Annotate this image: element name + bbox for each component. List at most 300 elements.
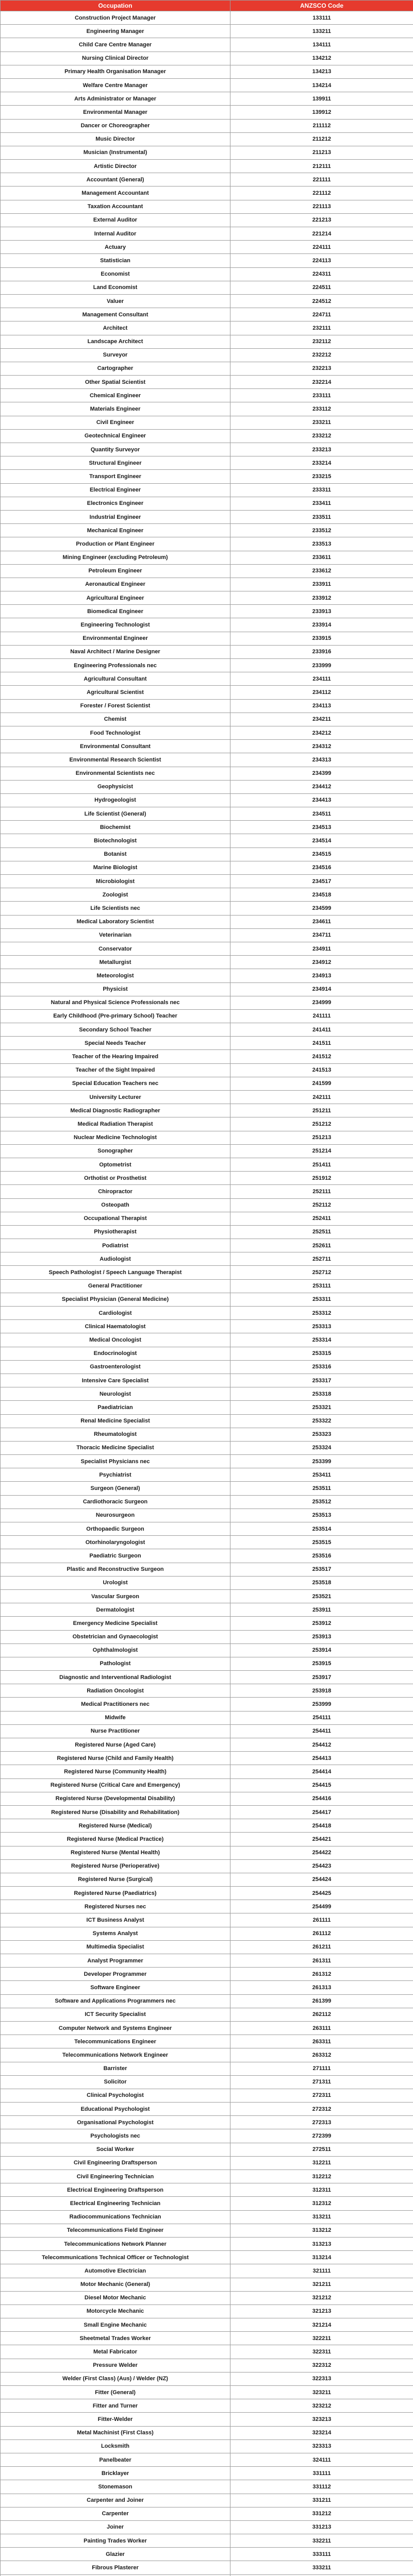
anzsco-code-cell: 234611 xyxy=(230,915,413,928)
anzsco-code-cell: 253322 xyxy=(230,1414,413,1428)
table-row xyxy=(1,2237,413,2250)
occupation-cell: Psychologists nec xyxy=(1,2129,230,2143)
table-row xyxy=(1,510,413,523)
table-row xyxy=(1,2143,413,2156)
table-row xyxy=(1,11,413,25)
anzsco-code-cell: 262112 xyxy=(230,2008,413,2021)
occupation-cell: General Practitioner xyxy=(1,1279,230,1293)
anzsco-code-cell: 253399 xyxy=(230,1455,413,1468)
occupation-cell: Diagnostic and Interventional Radiologist xyxy=(1,1671,230,1684)
anzsco-code-cell: 232214 xyxy=(230,376,413,389)
occupation-cell: Multimedia Specialist xyxy=(1,1940,230,1954)
occupation-cell: Stonemason xyxy=(1,2480,230,2494)
anzsco-code-cell: 253915 xyxy=(230,1657,413,1670)
table-row xyxy=(1,740,413,753)
anzsco-code-cell: 253514 xyxy=(230,1522,413,1536)
anzsco-code-cell: 261312 xyxy=(230,1968,413,1981)
table-row xyxy=(1,2035,413,2048)
table-row xyxy=(1,2439,413,2453)
anzsco-code-cell: 233214 xyxy=(230,456,413,470)
occupation-cell: Medical Diagnostic Radiographer xyxy=(1,1104,230,1117)
anzsco-code-cell: 253323 xyxy=(230,1428,413,1441)
table-row xyxy=(1,1172,413,1185)
anzsco-code-cell: 253311 xyxy=(230,1293,413,1306)
anzsco-code-cell: 254414 xyxy=(230,1765,413,1778)
table-row xyxy=(1,2372,413,2385)
occupation-cell: Quantity Surveyor xyxy=(1,443,230,456)
table-row xyxy=(1,1603,413,1617)
occupation-cell: Joiner xyxy=(1,2520,230,2534)
anzsco-code-cell: 233999 xyxy=(230,659,413,672)
occupation-cell: Ophthalmologist xyxy=(1,1643,230,1657)
anzsco-code-cell: 234711 xyxy=(230,928,413,942)
table-row xyxy=(1,2251,413,2264)
table-row xyxy=(1,1050,413,1063)
occupation-cell: ICT Business Analyst xyxy=(1,1913,230,1927)
table-row xyxy=(1,2048,413,2062)
occupation-cell: Telecommunications Network Planner xyxy=(1,2237,230,2250)
anzsco-code-cell: 224111 xyxy=(230,241,413,254)
anzsco-code-cell: 224113 xyxy=(230,254,413,267)
anzsco-code-cell: 312312 xyxy=(230,2197,413,2210)
table-row xyxy=(1,2426,413,2439)
table-row xyxy=(1,1805,413,1819)
occupation-cell: Bricklayer xyxy=(1,2467,230,2480)
occupation-cell: Podiatrist xyxy=(1,1239,230,1252)
table-row xyxy=(1,2304,413,2318)
anzsco-code-cell: 323212 xyxy=(230,2399,413,2413)
anzsco-code-cell: 224512 xyxy=(230,294,413,308)
anzsco-code-cell: 253321 xyxy=(230,1401,413,1414)
occupation-cell: Life Scientist (General) xyxy=(1,807,230,821)
table-row xyxy=(1,2183,413,2197)
anzsco-code-cell: 253918 xyxy=(230,1684,413,1698)
occupation-cell: Environmental Engineer xyxy=(1,632,230,645)
occupation-cell: Special Needs Teacher xyxy=(1,1037,230,1050)
anzsco-code-cell: 233212 xyxy=(230,429,413,443)
table-row xyxy=(1,1077,413,1090)
occupation-cell: Biochemist xyxy=(1,821,230,834)
occupation-cell: Cardiothoracic Surgeon xyxy=(1,1495,230,1509)
occupation-cell: Welfare Centre Manager xyxy=(1,78,230,92)
table-row xyxy=(1,875,413,888)
anzsco-code-cell: 139911 xyxy=(230,92,413,106)
anzsco-code-cell: 253518 xyxy=(230,1576,413,1589)
anzsco-code-cell: 234212 xyxy=(230,726,413,739)
occupation-cell: Paediatrician xyxy=(1,1401,230,1414)
occupation-cell: Hydrogeologist xyxy=(1,793,230,807)
anzsco-code-cell: 251411 xyxy=(230,1158,413,1171)
occupation-cell: Fitter-Welder xyxy=(1,2413,230,2426)
table-row xyxy=(1,429,413,443)
anzsco-code-cell: 232112 xyxy=(230,335,413,348)
occupation-cell: Agricultural Scientist xyxy=(1,686,230,699)
occupation-cell: Cardiologist xyxy=(1,1307,230,1320)
occupation-cell: Child Care Centre Manager xyxy=(1,38,230,52)
occupation-cell: Registered Nurse (Medical Practice) xyxy=(1,1833,230,1846)
table-row xyxy=(1,456,413,470)
occupation-cell: Emergency Medicine Specialist xyxy=(1,1617,230,1630)
anzsco-code-cell: 253324 xyxy=(230,1441,413,1454)
table-row xyxy=(1,1320,413,1333)
table-row xyxy=(1,200,413,213)
anzsco-code-cell: 253912 xyxy=(230,1617,413,1630)
table-row xyxy=(1,1994,413,2008)
table-row xyxy=(1,2008,413,2021)
anzsco-code-cell: 254417 xyxy=(230,1805,413,1819)
occupation-cell: Food Technologist xyxy=(1,726,230,739)
anzsco-code-cell: 312212 xyxy=(230,2170,413,2183)
anzsco-code-cell: 241512 xyxy=(230,1050,413,1063)
occupation-cell: Early Childhood (Pre-primary School) Teacher xyxy=(1,1009,230,1023)
table-row xyxy=(1,834,413,848)
occupation-cell: Actuary xyxy=(1,241,230,254)
table-row xyxy=(1,2224,413,2237)
table-row xyxy=(1,187,413,200)
table-row xyxy=(1,672,413,686)
table-row xyxy=(1,982,413,996)
anzsco-code-cell: 234518 xyxy=(230,888,413,902)
anzsco-code-cell: 254411 xyxy=(230,1724,413,1738)
table-row xyxy=(1,1792,413,1805)
occupation-cell: Sheetmetal Trades Worker xyxy=(1,2332,230,2345)
table-row xyxy=(1,1495,413,1509)
occupation-cell: Motor Mechanic (General) xyxy=(1,2278,230,2291)
anzsco-code-cell: 234513 xyxy=(230,821,413,834)
table-row xyxy=(1,1913,413,1927)
occupation-cell: Developer Programmer xyxy=(1,1968,230,1981)
table-row xyxy=(1,2386,413,2399)
occupation-cell: Teacher of the Hearing Impaired xyxy=(1,1050,230,1063)
occupation-cell: Conservator xyxy=(1,942,230,955)
anzsco-code-cell: 323211 xyxy=(230,2386,413,2399)
table-row xyxy=(1,767,413,780)
anzsco-code-cell: 234313 xyxy=(230,753,413,767)
occupation-cell: Urologist xyxy=(1,1576,230,1589)
occupation-cell: Vascular Surgeon xyxy=(1,1589,230,1603)
occupation-cell: Radiation Oncologist xyxy=(1,1684,230,1698)
occupation-cell: Sonographer xyxy=(1,1144,230,1158)
occupation-cell: Other Spatial Scientist xyxy=(1,376,230,389)
table-row xyxy=(1,1630,413,1643)
occupation-cell: Agricultural Consultant xyxy=(1,672,230,686)
table-row xyxy=(1,2520,413,2534)
occupation-cell: Forester / Forest Scientist xyxy=(1,699,230,713)
occupation-cell: Plastic and Reconstructive Surgeon xyxy=(1,1563,230,1576)
occupation-cell: Musician (Instrumental) xyxy=(1,146,230,159)
anzsco-code-cell: 134212 xyxy=(230,52,413,65)
table-row xyxy=(1,321,413,335)
anzsco-code-cell: 254422 xyxy=(230,1846,413,1859)
table-row xyxy=(1,2399,413,2413)
occupation-cell: Electrical Engineering Draftsperson xyxy=(1,2183,230,2197)
table-row xyxy=(1,551,413,564)
occupation-cell: Analyst Programmer xyxy=(1,1954,230,1968)
occupation-cell: Internal Auditor xyxy=(1,227,230,241)
table-row xyxy=(1,78,413,92)
table-row xyxy=(1,564,413,578)
occupation-cell: Radiocommunications Technician xyxy=(1,2210,230,2224)
table-row xyxy=(1,2089,413,2102)
anzsco-code-cell: 253315 xyxy=(230,1347,413,1360)
occupation-cell: Music Director xyxy=(1,132,230,146)
table-row xyxy=(1,699,413,713)
table-row xyxy=(1,1212,413,1225)
table-row xyxy=(1,861,413,874)
anzsco-code-cell: 253318 xyxy=(230,1387,413,1401)
anzsco-code-cell: 254416 xyxy=(230,1792,413,1805)
occupation-cell: Special Education Teachers nec xyxy=(1,1077,230,1090)
occupation-cell: Telecommunications Field Engineer xyxy=(1,2224,230,2237)
table-row xyxy=(1,1819,413,1833)
occupation-cell: Clinical Psychologist xyxy=(1,2089,230,2102)
anzsco-code-cell: 232111 xyxy=(230,321,413,335)
anzsco-code-cell: 241411 xyxy=(230,1023,413,1037)
occupation-cell: Nursing Clinical Director xyxy=(1,52,230,65)
anzsco-code-cell: 134213 xyxy=(230,65,413,78)
occupation-cell: Structural Engineer xyxy=(1,456,230,470)
table-row xyxy=(1,38,413,52)
anzsco-code-cell: 253313 xyxy=(230,1320,413,1333)
table-row xyxy=(1,2413,413,2426)
anzsco-code-cell: 333211 xyxy=(230,2561,413,2574)
anzsco-code-cell: 332211 xyxy=(230,2534,413,2548)
occupation-cell: Civil Engineering Draftsperson xyxy=(1,2156,230,2170)
occupation-cell: Teacher of the Sight Impaired xyxy=(1,1063,230,1077)
occupation-cell: Transport Engineer xyxy=(1,470,230,483)
anzsco-code-cell: 254499 xyxy=(230,1900,413,1913)
occupation-cell: Educational Psychologist xyxy=(1,2103,230,2116)
anzsco-code-cell: 261311 xyxy=(230,1954,413,1968)
table-row xyxy=(1,1360,413,1374)
occupation-cell: Registered Nurse (Aged Care) xyxy=(1,1738,230,1752)
anzsco-code-cell: 234211 xyxy=(230,713,413,726)
table-row xyxy=(1,146,413,159)
anzsco-code-cell: 272312 xyxy=(230,2103,413,2116)
occupation-cell: Artistic Director xyxy=(1,160,230,173)
occupation-cell: Nuclear Medicine Technologist xyxy=(1,1131,230,1144)
occupation-cell: Life Scientists nec xyxy=(1,902,230,915)
table-row xyxy=(1,1131,413,1144)
anzsco-code-cell: 253516 xyxy=(230,1549,413,1563)
anzsco-code-cell: 134111 xyxy=(230,38,413,52)
occupation-cell: Pressure Welder xyxy=(1,2359,230,2372)
occupation-cell: Software Engineer xyxy=(1,1981,230,1994)
table-row xyxy=(1,1279,413,1293)
anzsco-code-cell: 232212 xyxy=(230,348,413,362)
occupation-cell: Chiropractor xyxy=(1,1185,230,1198)
anzsco-code-cell: 224311 xyxy=(230,267,413,281)
occupation-cell: Audiologist xyxy=(1,1252,230,1266)
anzsco-code-cell: 253316 xyxy=(230,1360,413,1374)
table-row xyxy=(1,1037,413,1050)
anzsco-code-cell: 234516 xyxy=(230,861,413,874)
anzsco-code-cell: 313213 xyxy=(230,2237,413,2250)
occupation-cell: Statistician xyxy=(1,254,230,267)
table-row xyxy=(1,1104,413,1117)
occupation-cell: Construction Project Manager xyxy=(1,11,230,25)
occupation-cell: Medical Oncologist xyxy=(1,1333,230,1347)
anzsco-code-cell: 234511 xyxy=(230,807,413,821)
table-row xyxy=(1,348,413,362)
table-row xyxy=(1,335,413,348)
occupation-cell: Engineering Technologist xyxy=(1,618,230,632)
occupation-cell: Architect xyxy=(1,321,230,335)
occupation-cell: Chemist xyxy=(1,713,230,726)
table-row xyxy=(1,713,413,726)
anzsco-code-cell: 234112 xyxy=(230,686,413,699)
occupation-cell: Economist xyxy=(1,267,230,281)
table-row xyxy=(1,1643,413,1657)
table-row xyxy=(1,848,413,861)
anzsco-code-cell: 321111 xyxy=(230,2264,413,2278)
table-row xyxy=(1,1954,413,1968)
occupation-cell: Nurse Practitioner xyxy=(1,1724,230,1738)
anzsco-code-cell: 133111 xyxy=(230,11,413,25)
anzsco-code-cell: 234599 xyxy=(230,902,413,915)
occupation-cell: Specialist Physician (General Medicine) xyxy=(1,1293,230,1306)
table-row xyxy=(1,1859,413,1873)
table-row xyxy=(1,1185,413,1198)
table-row xyxy=(1,686,413,699)
table-row xyxy=(1,1684,413,1698)
table-row xyxy=(1,1589,413,1603)
occupation-cell: Psychiatrist xyxy=(1,1468,230,1482)
table-row xyxy=(1,1293,413,1306)
table-row xyxy=(1,524,413,537)
occupation-cell: Midwife xyxy=(1,1711,230,1724)
occupation-cell: Diesel Motor Mechanic xyxy=(1,2291,230,2304)
anzsco-code-cell: 251212 xyxy=(230,1117,413,1131)
anzsco-code-cell: 321213 xyxy=(230,2304,413,2318)
table-row xyxy=(1,2332,413,2345)
table-row xyxy=(1,807,413,821)
occupation-cell: Medical Laboratory Scientist xyxy=(1,915,230,928)
table-row xyxy=(1,645,413,658)
occupation-cell: Marine Biologist xyxy=(1,861,230,874)
table-row xyxy=(1,1563,413,1576)
anzsco-code-cell: 253312 xyxy=(230,1307,413,1320)
anzsco-code-cell: 252411 xyxy=(230,1212,413,1225)
occupation-cell: Metal Machinist (First Class) xyxy=(1,2426,230,2439)
anzsco-code-cell: 234412 xyxy=(230,780,413,793)
anzsco-code-cell: 331212 xyxy=(230,2507,413,2520)
table-row xyxy=(1,969,413,982)
table-row xyxy=(1,1887,413,1900)
table-row xyxy=(1,902,413,915)
occupation-cell: Biomedical Engineer xyxy=(1,605,230,618)
anzsco-code-cell: 221112 xyxy=(230,187,413,200)
table-row xyxy=(1,1063,413,1077)
anzsco-code-cell: 234999 xyxy=(230,996,413,1009)
occupation-cell: Environmental Manager xyxy=(1,106,230,119)
occupation-cell: Meteorologist xyxy=(1,969,230,982)
anzsco-code-cell: 252511 xyxy=(230,1225,413,1239)
anzsco-code-cell: 253411 xyxy=(230,1468,413,1482)
anzsco-code-cell: 233612 xyxy=(230,564,413,578)
table-row xyxy=(1,1009,413,1023)
table-row xyxy=(1,1833,413,1846)
anzsco-code-cell: 241513 xyxy=(230,1063,413,1077)
table-row xyxy=(1,2467,413,2480)
occupation-cell: Registered Nurse (Perioperative) xyxy=(1,1859,230,1873)
table-row xyxy=(1,1307,413,1320)
occupation-cell: Social Worker xyxy=(1,2143,230,2156)
table-row xyxy=(1,956,413,969)
table-row xyxy=(1,402,413,416)
table-row xyxy=(1,2210,413,2224)
table-row xyxy=(1,1158,413,1171)
table-row xyxy=(1,2116,413,2129)
table-row xyxy=(1,1873,413,1886)
occupation-cell: Dancer or Choreographer xyxy=(1,119,230,132)
occupation-cell: Intensive Care Specialist xyxy=(1,1374,230,1387)
anzsco-code-cell: 233513 xyxy=(230,537,413,551)
table-row xyxy=(1,1333,413,1347)
occupation-cell: Physiotherapist xyxy=(1,1225,230,1239)
occupation-cell: Management Accountant xyxy=(1,187,230,200)
anzsco-code-cell: 261111 xyxy=(230,1913,413,1927)
anzsco-code-cell: 331111 xyxy=(230,2467,413,2480)
occupation-cell: Land Economist xyxy=(1,281,230,294)
occupation-cell: Microbiologist xyxy=(1,875,230,888)
anzsco-code-cell: 253517 xyxy=(230,1563,413,1576)
table-row xyxy=(1,1428,413,1441)
table-row xyxy=(1,2197,413,2210)
occupation-cell: Endocrinologist xyxy=(1,1347,230,1360)
table-row xyxy=(1,1482,413,1495)
table-row xyxy=(1,2103,413,2116)
occupation-cell: Naval Architect / Marine Designer xyxy=(1,645,230,658)
anzsco-code-cell: 242111 xyxy=(230,1091,413,1104)
occupation-cell: Mining Engineer (excluding Petroleum) xyxy=(1,551,230,564)
table-row xyxy=(1,2075,413,2089)
table-row xyxy=(1,267,413,281)
occupation-cell: Registered Nurse (Surgical) xyxy=(1,1873,230,1886)
anzsco-code-cell: 252712 xyxy=(230,1266,413,1279)
table-row xyxy=(1,65,413,78)
anzsco-code-cell: 321211 xyxy=(230,2278,413,2291)
occupation-cell: Organisational Psychologist xyxy=(1,2116,230,2129)
anzsco-code-cell: 271111 xyxy=(230,2062,413,2075)
occupation-cell: Rheumatologist xyxy=(1,1428,230,1441)
occupation-cell: Pathologist xyxy=(1,1657,230,1670)
occupation-cell: Registered Nurse (Mental Health) xyxy=(1,1846,230,1859)
table-row xyxy=(1,2359,413,2372)
anzsco-code-cell: 233211 xyxy=(230,416,413,429)
anzsco-code-cell: 254425 xyxy=(230,1887,413,1900)
anzsco-code-cell: 261399 xyxy=(230,1994,413,2008)
occupation-cell: Electronics Engineer xyxy=(1,497,230,510)
occupation-cell: Neurologist xyxy=(1,1387,230,1401)
occupation-cell: Chemical Engineer xyxy=(1,389,230,402)
table-row xyxy=(1,1900,413,1913)
table-row xyxy=(1,618,413,632)
anzsco-code-cell: 263312 xyxy=(230,2048,413,2062)
occupation-cell: Primary Health Organisation Manager xyxy=(1,65,230,78)
occupation-cell: Barrister xyxy=(1,2062,230,2075)
table-row xyxy=(1,591,413,605)
anzsco-code-cell: 133211 xyxy=(230,25,413,38)
table-row xyxy=(1,1927,413,1940)
table-row xyxy=(1,726,413,739)
occupation-cell: Neurosurgeon xyxy=(1,1509,230,1522)
table-row xyxy=(1,1023,413,1037)
table-row xyxy=(1,1576,413,1589)
occupation-cell: Surgeon (General) xyxy=(1,1482,230,1495)
anzsco-code-cell: 241599 xyxy=(230,1077,413,1090)
table-row xyxy=(1,416,413,429)
